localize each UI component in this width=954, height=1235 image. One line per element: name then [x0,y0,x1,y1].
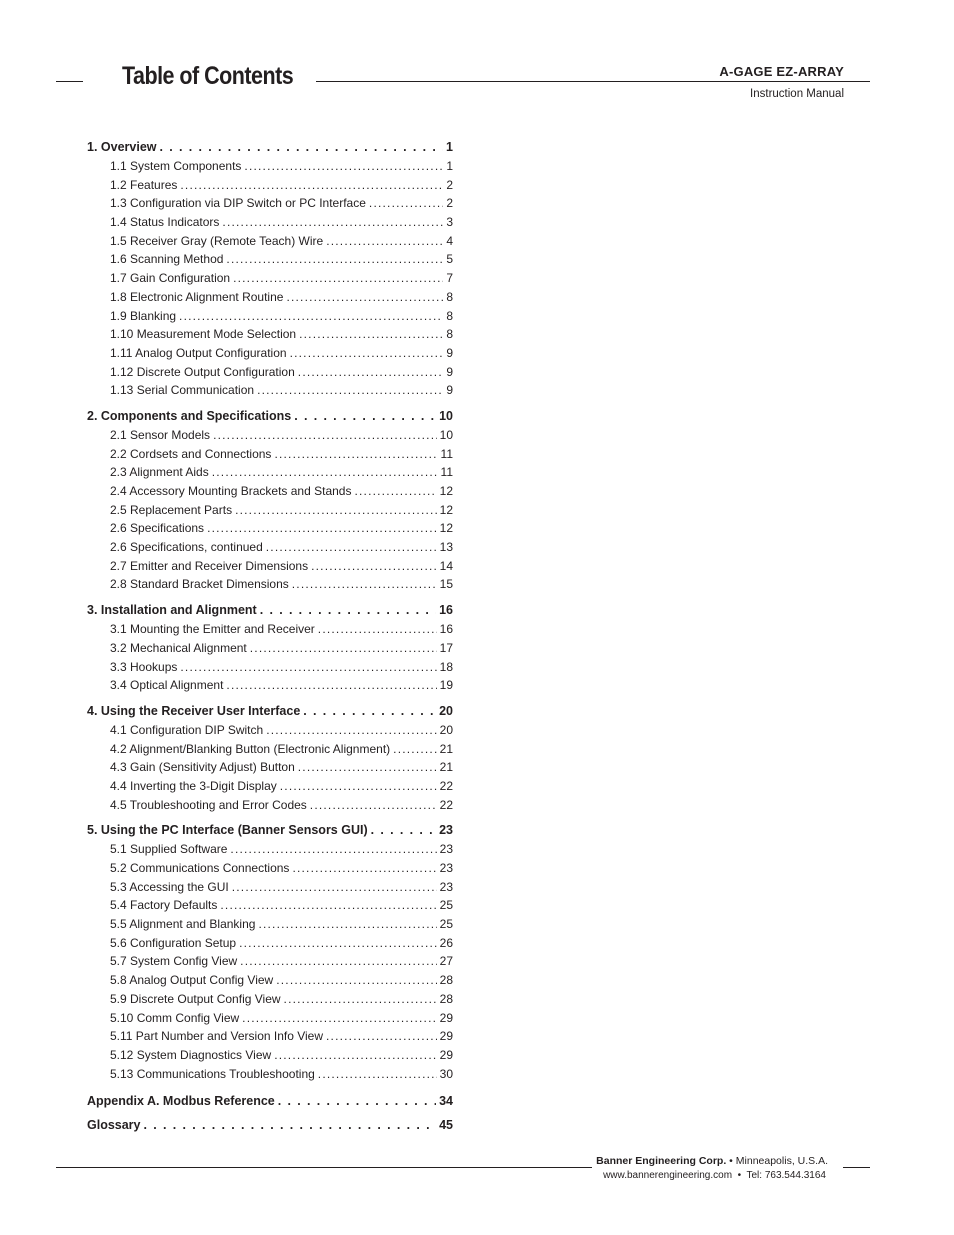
toc-leader-dots [276,971,436,990]
toc-subsection-entry[interactable] [87,721,453,740]
toc-leader-dots [371,821,436,840]
toc-entry-page: 25 [439,898,453,913]
toc-entry-page: 7 [446,271,453,286]
company-location: Minneapolis, U.S.A. [735,1155,828,1167]
toc-entry-label: 2.4 Accessory Mounting Brackets and Stands [110,484,352,498]
toc-entry-page: 1 [446,159,453,173]
toc-entry-label: 3.3 Hookups [110,659,178,674]
toc-leader-dots [220,896,436,915]
toc-leader-dots [160,138,444,157]
toc-leader-dots [393,740,436,759]
toc-entry-page: 11 [440,446,453,461]
toc-entry-page: 30 [439,1066,453,1081]
toc-entry-page: 21 [439,741,453,756]
toc-entry-label: 1. Overview [87,140,157,154]
toc-entry-page: 45 [439,1118,453,1133]
toc-entry-label: 5.5 Alignment and Blanking [110,917,256,932]
toc-entry-label: 1.5 Receiver Gray (Remote Teach) Wire [110,233,324,248]
toc-section [87,601,453,695]
toc-leader-dots [274,445,437,464]
toc-subsection-entry[interactable] [87,777,453,796]
toc-section-entry[interactable] [87,138,453,157]
company-phone: Tel: 763.544.3164 [746,1170,826,1181]
toc-entry-label: 1.2 Features [110,177,178,192]
toc-subsection-entry[interactable] [87,344,453,363]
toc-section [87,821,453,1083]
toc-entry-label: 4.2 Alignment/Blanking Button (Electronic Alignment) [110,741,391,756]
toc-leader-dots [294,407,436,426]
toc-leader-dots [235,501,437,520]
toc-entry-page: 17 [439,640,453,655]
toc-leader-dots [230,840,436,859]
table-of-contents [87,138,453,1135]
toc-leader-dots [286,288,443,307]
toc-entry-label: 1.9 Blanking [110,308,177,323]
toc-entry-page: 13 [439,540,453,555]
toc-entry-page: 16 [439,603,453,618]
toc-subsection-entry[interactable] [87,934,453,953]
toc-entry-page: 29 [439,1010,453,1025]
toc-entry-page: 15 [439,577,453,592]
toc-subsection-entry[interactable] [87,538,453,557]
toc-entry-label: 5.11 Part Number and Version Info View [110,1029,324,1044]
toc-entry-page: 23 [439,861,453,875]
toc-subsection-entry[interactable] [87,213,453,232]
toc-entry-label: 5.1 Supplied Software [110,842,228,857]
toc-entry-label: 4.4 Inverting the 3-Digit Display [110,778,277,793]
toc-leader-dots [226,250,443,269]
toc-entry-page: 9 [446,364,453,379]
toc-leader-dots [266,721,436,740]
footer-contact: www.bannerengineering.com • Tel: 763.544.3164 [603,1170,826,1181]
toc-leader-dots [250,639,437,658]
toc-entry-label: 1.7 Gain Configuration [110,271,231,286]
toc-leader-dots [299,325,443,344]
toc-entry-label: 1.4 Status Indicators [110,215,220,230]
toc-subsection-entry[interactable] [87,250,453,269]
toc-entry-page: 23 [439,879,453,894]
toc-leader-dots [232,878,437,897]
toc-entry-label: 5.4 Factory Defaults [110,898,218,913]
toc-entry-page: 25 [439,917,453,932]
toc-entry-page: 28 [439,973,453,988]
toc-entry-label: 5.13 Communications Troubleshooting [110,1066,315,1081]
toc-entry-page: 23 [439,842,453,857]
toc-leader-dots [242,1009,436,1028]
toc-entry-page: 2 [446,196,453,211]
toc-entry-page: 3 [446,215,453,230]
toc-entry-label: 5.6 Configuration Setup [110,935,237,950]
toc-leader-dots [280,777,437,796]
toc-entry-page: 9 [446,345,453,360]
toc-entry-label: 4.5 Troubleshooting and Error Codes [110,797,307,812]
toc-entry-page: 5 [446,252,453,267]
toc-subsection-entry[interactable] [87,269,453,288]
toc-leader-dots [257,381,443,400]
toc-entry-page: 28 [439,991,453,1006]
toc-leader-dots [222,213,443,232]
toc-subsection-entry[interactable] [87,676,453,695]
toc-entry-page: 10 [439,427,453,442]
toc-entry-page: 2 [446,177,453,192]
toc-entry-label: 2.7 Emitter and Receiver Dimensions [110,558,309,573]
toc-subsection-entry[interactable] [87,796,453,815]
toc-leader-dots [258,915,436,934]
toc-entry-label: 4. Using the Receiver User Interface [87,703,301,718]
toc-entry-label: 3. Installation and Alignment [87,603,257,618]
toc-entry-page: 27 [439,954,453,969]
toc-subsection-entry[interactable] [87,157,453,176]
toc-entry-page: 10 [439,408,453,423]
toc-leader-dots [180,658,436,677]
toc-section-entry[interactable] [87,702,453,721]
toc-subsection-entry[interactable] [87,952,453,971]
toc-leader-dots [298,363,444,382]
company-name: Banner Engineering Corp. [596,1155,727,1167]
toc-entry-page: 20 [439,703,453,718]
toc-entry-page: 23 [439,823,453,838]
toc-leader-dots [239,934,437,953]
toc-entry-page: 21 [439,760,453,775]
toc-subsection-entry[interactable] [87,325,453,344]
toc-entry-label: 3.2 Mechanical Alignment [110,640,247,655]
toc-entry-page: 14 [439,558,453,573]
toc-entry-page: 29 [439,1047,453,1062]
toc-subsection-entry[interactable] [87,1065,453,1084]
toc-section [87,407,453,594]
toc-subsection-entry[interactable] [87,1027,453,1046]
toc-subsection-entry[interactable] [87,1046,453,1065]
toc-leader-dots [354,482,436,501]
toc-subsection-entry[interactable] [87,557,453,576]
toc-subsection-entry[interactable] [87,740,453,759]
header-rule-right [316,81,870,82]
toc-leader-dots [212,463,438,482]
toc-leader-dots [240,952,436,971]
toc-entry-label: 2.5 Replacement Parts [110,502,233,517]
toc-entry-label: 5.10 Comm Config View [110,1010,240,1025]
toc-entry-page: 16 [439,622,453,637]
toc-subsection-entry[interactable] [87,194,453,213]
toc-subsection-entry[interactable] [87,840,453,859]
toc-leader-dots [144,1116,437,1135]
toc-section [87,1092,453,1111]
toc-entry-page: 4 [446,233,453,248]
footer-company: Banner Engineering Corp. • Minneapolis, U.S.A. [596,1155,828,1167]
toc-entry-label: 5.12 System Diagnostics View [110,1047,272,1062]
toc-subsection-entry[interactable] [87,878,453,897]
toc-entry-page: 8 [446,289,453,304]
toc-entry-page: 8 [446,308,453,323]
toc-subsection-entry[interactable] [87,758,453,777]
toc-leader-dots [326,1027,437,1046]
toc-leader-dots [278,1092,436,1111]
toc-leader-dots [298,758,437,777]
toc-entry-label: 5.2 Communications Connections [110,861,290,875]
header-rule-left [56,81,83,82]
toc-entry-label: 4.3 Gain (Sensitivity Adjust) Button [110,760,295,775]
toc-entry-page: 9 [446,383,453,398]
toc-entry-label: Glossary [87,1118,141,1133]
toc-subsection-entry[interactable] [87,1009,453,1028]
toc-entry-label: 5.3 Accessing the GUI [110,879,229,894]
toc-section-entry[interactable] [87,821,453,840]
toc-subsection-entry[interactable] [87,445,453,464]
toc-leader-dots [292,859,436,878]
toc-subsection-entry[interactable] [87,639,453,658]
toc-section [87,1116,453,1135]
toc-subsection-entry[interactable] [87,658,453,677]
toc-subsection-entry[interactable] [87,482,453,501]
toc-section [87,138,453,400]
toc-leader-dots [274,1046,436,1065]
toc-subsection-entry[interactable] [87,620,453,639]
toc-entry-label: 2.2 Cordsets and Connections [110,446,272,461]
toc-entry-label: 3.4 Optical Alignment [110,678,224,693]
toc-entry-page: 22 [439,797,453,812]
toc-section [87,702,453,814]
toc-entry-label: 5.8 Analog Output Config View [110,973,274,988]
document-type: Instruction Manual [750,88,844,100]
toc-subsection-entry[interactable] [87,501,453,520]
footer-rule-right [843,1167,870,1168]
toc-entry-label: 2.8 Standard Bracket Dimensions [110,577,289,592]
toc-entry-page: 34 [439,1094,453,1109]
toc-leader-dots [233,269,443,288]
toc-subsection-entry[interactable] [87,363,453,382]
toc-entry-label: 5. Using the PC Interface (Banner Sensors GUI) [87,823,368,838]
toc-entry-label: 2.6 Specifications [110,521,205,536]
toc-leader-dots [180,176,443,195]
toc-entry-label: Appendix A. Modbus Reference [87,1094,275,1109]
toc-leader-dots [318,620,437,639]
toc-entry-label: 2. Components and Specifications [87,408,292,423]
toc-leader-dots [303,702,436,721]
toc-subsection-entry[interactable] [87,307,453,326]
toc-section-entry[interactable] [87,1116,453,1135]
toc-subsection-entry[interactable] [87,381,453,400]
toc-entry-page: 18 [439,659,453,674]
toc-section-entry[interactable] [87,601,453,620]
toc-entry-page: 22 [439,778,453,793]
toc-entry-label: 1.11 Analog Output Configuration [110,345,287,360]
toc-entry-label: 1.6 Scanning Method [110,252,224,267]
toc-subsection-entry[interactable] [87,519,453,538]
toc-entry-page: 12 [439,484,453,498]
toc-leader-dots [369,194,443,213]
toc-entry-label: 2.6 Specifications, continued [110,540,263,555]
toc-leader-dots [292,575,437,594]
toc-leader-dots [318,1065,437,1084]
toc-leader-dots [284,990,437,1009]
toc-entry-label: 2.1 Sensor Models [110,427,211,442]
toc-subsection-entry[interactable] [87,288,453,307]
toc-subsection-entry[interactable] [87,232,453,251]
toc-entry-page: 8 [446,327,453,342]
toc-leader-dots [226,676,436,695]
toc-leader-dots [266,538,437,557]
toc-entry-label: 3.1 Mounting the Emitter and Receiver [110,622,315,637]
toc-entry-label: 5.9 Discrete Output Config View [110,991,281,1006]
toc-entry-page: 26 [439,935,453,950]
product-name: A-GAGE EZ-ARRAY [719,64,844,79]
toc-entry-page: 12 [439,521,453,536]
toc-subsection-entry[interactable] [87,426,453,445]
toc-leader-dots [290,344,444,363]
toc-subsection-entry[interactable] [87,463,453,482]
toc-entry-page: 29 [439,1029,453,1044]
toc-section-entry[interactable] [87,1092,453,1111]
toc-leader-dots [326,232,443,251]
toc-entry-label: 1.12 Discrete Output Configuration [110,364,295,379]
toc-subsection-entry[interactable] [87,176,453,195]
toc-leader-dots [213,426,437,445]
toc-entry-label: 1.8 Electronic Alignment Routine [110,289,284,304]
page-title: Table of Contents [122,62,294,90]
toc-leader-dots [244,157,443,176]
toc-leader-dots [310,796,437,815]
toc-entry-label: 5.7 System Config View [110,954,238,969]
toc-entry-label: 1.1 System Components [110,159,242,173]
toc-leader-dots [311,557,437,576]
toc-entry-label: 1.3 Configuration via DIP Switch or PC Interface [110,196,366,211]
toc-subsection-entry[interactable] [87,896,453,915]
toc-leader-dots [207,519,437,538]
toc-entry-page: 12 [439,502,453,517]
toc-subsection-entry[interactable] [87,575,453,594]
toc-section-entry[interactable] [87,407,453,426]
toc-entry-label: 1.10 Measurement Mode Selection [110,327,297,342]
toc-subsection-entry[interactable] [87,971,453,990]
toc-entry-label: 4.1 Configuration DIP Switch [110,722,264,737]
toc-entry-label: 1.13 Serial Communication [110,383,255,398]
toc-leader-dots [260,601,436,620]
toc-subsection-entry[interactable] [87,990,453,1009]
company-website[interactable]: www.bannerengineering.com [603,1170,733,1181]
toc-entry-page: 20 [439,722,453,737]
toc-entry-label: 2.3 Alignment Aids [110,465,209,480]
toc-entry-page: 19 [439,678,453,693]
toc-subsection-entry[interactable] [87,915,453,934]
toc-entry-page: 11 [440,465,453,480]
footer-rule-left [56,1167,592,1168]
toc-subsection-entry[interactable] [87,859,453,878]
toc-leader-dots [179,307,443,326]
toc-entry-page: 1 [446,140,453,154]
